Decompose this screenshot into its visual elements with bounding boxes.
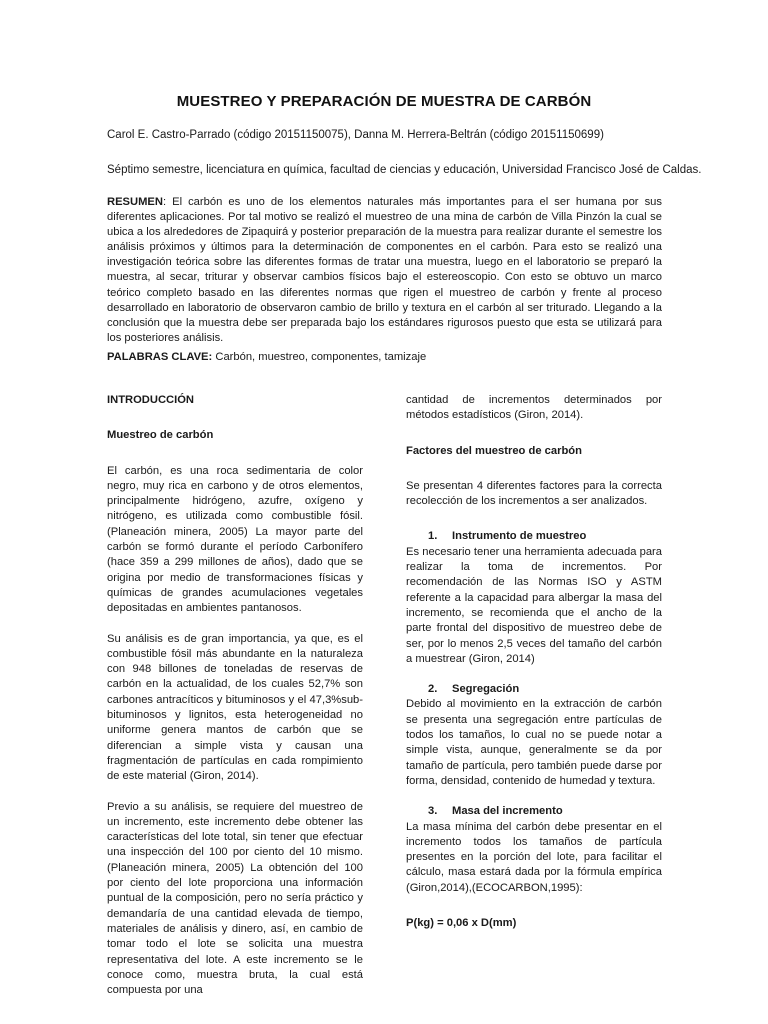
subsection-heading: Muestreo de carbón xyxy=(107,429,214,442)
abstract-label: RESUMEN xyxy=(107,196,163,208)
item-number: 3. xyxy=(428,805,438,818)
paragraph: Su análisis es de gran importancia, ya que, es el combustible fósil más abundante en la naturaleza con 948 billones de toneladas de reservas de carbón en la actualidad, de los cuales 52,7% son carbones antracíticos y bituminosos y el 47,3%sub-bituminosos y lignitos, esta heterogeneidad no uniforme genera mantos de carbón que se diferencian a simple vista y causan una fragmentación de partículas en cada rompimiento de este material (Giron, 2014). xyxy=(107,632,363,783)
numbered-heading xyxy=(406,682,662,697)
item-title: Instrumento de muestreo xyxy=(452,530,587,543)
authors-line: Carol E. Castro-Parrado (código 20151150075), Danna M. Herrera-Beltrán (código 20151150699) xyxy=(107,129,604,141)
abstract-text: : El carbón es uno de los elementos naturales más importantes para el ser humana por sus diferentes aplicaciones. Por tal motivo se realizó el muestreo de una mina de carbón de Villa Pinzón la cual se ubica a los alrededores de Zipaquirá y posterior preparación de la muestra para realizar durante el semestre los análisis próximos y últimos para la determinación de componentes en el carbón. Para esto se realizó una investigación teórica sobre las diferentes formas de tratar una muestra, luego en el laboratorio se preparó la muestra, al secar, triturar y observar cambios físicos bajo el estereoscopio. Con esto se obtuvo un marco teórico completo basado en las diferentes normas que rigen el muestreo de carbón y frente al proceso desarrollado en laboratorio de observaron cambio de brillo y textura en el carbón al ser triturado. Llegando a la conclusión que la muestra debe ser preparada bajo los estándares rigurosos puesto que esta se utilizará para los posteriores análisis. xyxy=(107,196,662,344)
paper-title: MUESTREO Y PREPARACIÓN DE MUESTRA DE CARBÓN xyxy=(176,93,592,110)
numbered-heading xyxy=(406,804,662,819)
paragraph: Es necesario tener una herramienta adecuada para realizar la toma de incrementos. Por recomendación de las Normas ISO y ASTM referente a la capacidad para albergar la masa del incremento, se recomienda que el ancho de la parte frontal del dispositivo de muestreo debe de ser, por lo menos 2,5 veces del tamaño del carbón a muestrear (Giron, 2014) xyxy=(406,545,662,665)
right-column xyxy=(406,393,662,931)
formula: P(kg) = 0,06 x D(mm) xyxy=(406,917,517,930)
affiliation-line: Séptimo semestre, licenciatura en química, facultad de ciencias y educación, Universidad Francisco José de Caldas. xyxy=(107,164,702,176)
paragraph: Previo a su análisis, se requiere del muestreo de un incremento, este incremento debe obtener las características del lote total, sin tener que efectuar una inspección del 100 por ciento del 10 mismo. (Planeación minera, 2005) La obtención del 100 por ciento del lote proporciona una información puntual de la composición, pero no sería práctico y demandaría de una cantidad elevada de tiempo, materiales de análisis y dinero, así, en cambio de tomar todo el lote se solicita una muestra representativa del lote. A este incremento se le conoce como, muestra bruta, la cual está compuesta por una xyxy=(107,800,363,997)
keywords-label: PALABRAS CLAVE: xyxy=(107,351,213,363)
paragraph: El carbón, es una roca sedimentaria de color negro, muy rica en carbono y de otros elementos, principalmente hidrógeno, azufre, oxígeno y nitrógeno, es utilizada como combustible fósil. (Planeación minera, 2005) La mayor parte del carbón se formó durante el período Carbonífero (hace 359 a 299 millones de años), dado que se origina por medio de transformaciones físicas y químicas de grandes acumulaciones vegetales depositadas en ambientes pantanosos. xyxy=(107,464,363,615)
paragraph: Debido al movimiento en la extracción de carbón se presenta una segregación entre partículas de todos los tamaños, lo cual no se puede notar a simple vista, aunque, generalmente se da por tamaño de partícula, pero también puede darse por forma, densidad, contenido de humedad y textura. xyxy=(406,698,662,787)
abstract xyxy=(107,195,662,346)
intro-heading: INTRODUCCIÓN xyxy=(107,394,195,406)
left-column xyxy=(107,393,363,998)
item-number: 1. xyxy=(428,530,438,543)
numbered-heading xyxy=(406,529,662,544)
subsection-heading: Factores del muestreo de carbón xyxy=(406,444,582,457)
paragraph: La masa mínima del carbón debe presentar en el incremento todos los tamaños de partícula presentes en la porción del lote, para facilitar el cálculo, masa estará dada por la fórmula empírica (Giron,2014),(ECOCARBON,1995): xyxy=(406,820,662,894)
item-number: 2. xyxy=(428,683,438,696)
item-title: Masa del incremento xyxy=(452,805,563,818)
paragraph: cantidad de incrementos determinados por métodos estadísticos (Giron, 2014). xyxy=(406,394,662,422)
paragraph: Se presentan 4 diferentes factores para la correcta recolección de los incrementos a ser analizados. xyxy=(406,479,662,508)
keywords-text: Carbón, muestreo, componentes, tamizaje xyxy=(212,351,427,363)
item-title: Segregación xyxy=(452,683,520,696)
keywords xyxy=(107,351,426,363)
